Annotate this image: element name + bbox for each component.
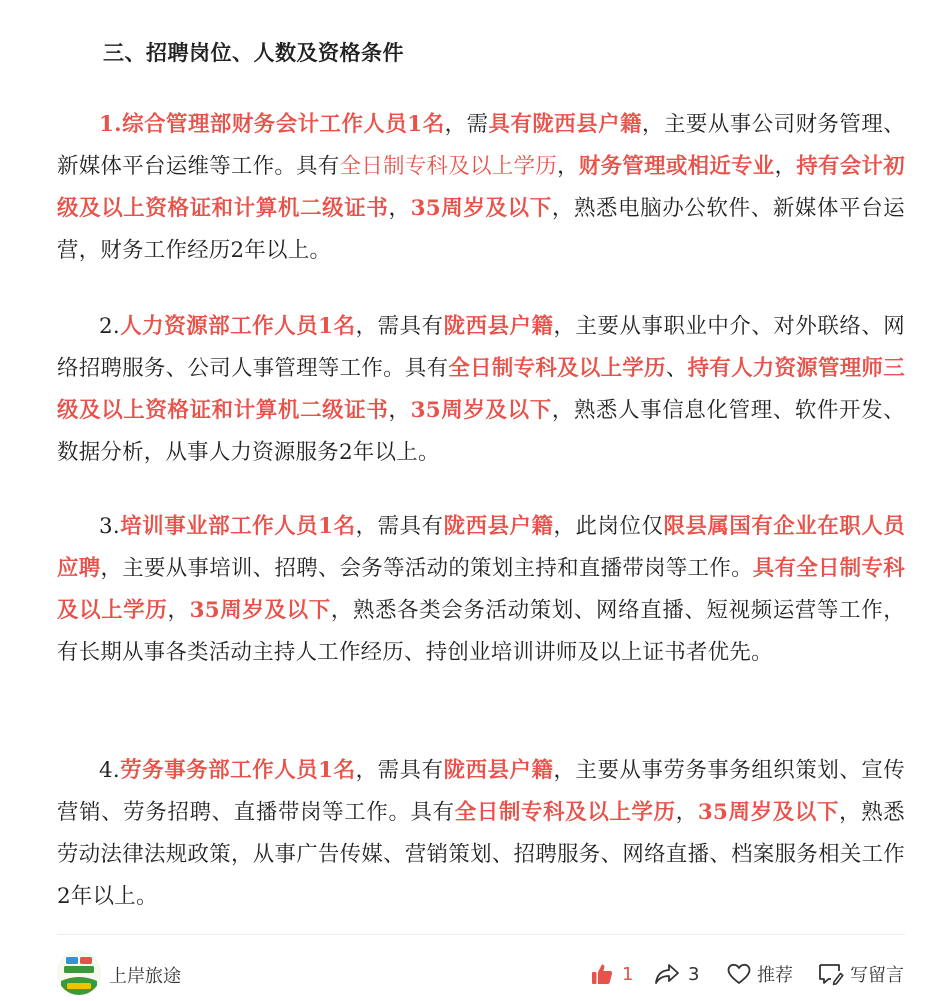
share-count: 3 — [688, 963, 700, 985]
body-text: ， — [167, 598, 190, 623]
body-text: 、 — [665, 356, 688, 381]
highlighted-text: 培训事业部工作人员1名 — [120, 514, 356, 539]
highlighted-text: 1.综合管理部财务会计工作人员1名 — [99, 112, 445, 137]
recommend-button[interactable] — [727, 959, 793, 989]
body-text: ，需具有 — [355, 314, 444, 339]
highlighted-text: 35周岁及以下 — [410, 398, 552, 423]
comment-button[interactable] — [818, 959, 904, 989]
body-text: 2. — [99, 314, 121, 339]
body-text: ，需具有 — [355, 758, 444, 783]
body-text: 3. — [99, 514, 121, 539]
highlighted-text: 35周岁及以下 — [697, 800, 840, 825]
highlighted-text: 持有人力资源管理师三级及以上资格证和计算机二级证书 — [57, 356, 905, 423]
highlighted-text: 全日制专科及以上学历 — [339, 154, 558, 179]
highlighted-text: 劳务事务部工作人员1名 — [120, 758, 356, 783]
body-text: ， — [774, 154, 797, 179]
highlighted-text: 35周岁及以下 — [189, 598, 331, 623]
highlighted-text: 限县属国有企业在职人员应聘 — [57, 514, 906, 581]
highlighted-text: 陇西县户籍 — [443, 514, 554, 539]
body-text: ，主要从事劳务事务组织策划、宣传营销、劳务招聘、直播带岗等工作。具有 — [57, 758, 905, 825]
body-text: ，主要从事培训、招聘、会务等活动的策划主持和直播带岗等工作。 — [100, 556, 753, 581]
account-logo-icon — [57, 951, 101, 995]
section-title: 三、招聘岗位、人数及资格条件 — [103, 40, 404, 65]
body-text: ， — [675, 800, 698, 825]
body-text: ，熟悉劳动法律法规政策，从事广告传媒、营销策划、招聘服务、网络直播、档案服务相关工作2年以上。 — [57, 800, 905, 909]
comment-label: 写留言 — [850, 965, 904, 986]
body-text: ， — [388, 196, 411, 221]
highlighted-text: 人力资源部工作人员1名 — [120, 314, 356, 339]
body-text: ，此岗位仅 — [553, 514, 664, 539]
comment-icon — [818, 962, 844, 986]
like-button[interactable] — [590, 959, 633, 989]
thumbs-up-icon — [590, 962, 614, 986]
highlighted-text: 陇西县户籍 — [443, 314, 554, 339]
article-footer — [0, 935, 935, 1001]
highlighted-text: 具有全日制专科及以上学历 — [57, 556, 905, 623]
body-text: ，需具有 — [355, 514, 444, 539]
body-text: ， — [557, 154, 579, 179]
heart-icon — [727, 963, 751, 985]
position-paragraph-3 — [57, 506, 905, 674]
body-text: ，主要从事职业中介、对外联络、网络招聘服务、公司人事管理等工作。具有 — [57, 314, 905, 381]
account-name[interactable]: 上岸旅途 — [109, 966, 181, 987]
body-text: ，熟悉人事信息化管理、软件开发、数据分析，从事人力资源服务2年以上。 — [57, 398, 905, 465]
recommend-label: 推荐 — [757, 965, 793, 986]
highlighted-text: 35周岁及以下 — [410, 196, 552, 221]
body-text: ，需 — [444, 112, 489, 137]
like-count: 1 — [622, 963, 634, 985]
body-text: ，熟悉各类会务活动策划、网络直播、短视频运营等工作，有长期从事各类活动主持人工作经历、持创业培训讲师及以上证书者优先。 — [57, 598, 905, 665]
body-text: ，熟悉电脑办公软件、新媒体平台运营，财务工作经历2年以上。 — [57, 196, 905, 263]
highlighted-text: 财务管理或相近专业 — [578, 154, 775, 179]
avatar[interactable] — [57, 951, 101, 995]
position-paragraph-4 — [57, 750, 905, 918]
body-text: 4. — [99, 758, 121, 783]
position-paragraph-2 — [57, 306, 905, 474]
body-text: ， — [388, 398, 411, 423]
highlighted-text: 持有会计初级及以上资格证和计算机二级证书 — [57, 154, 905, 221]
highlighted-text: 全日制专科及以上学历 — [448, 356, 666, 381]
highlighted-text: 具有陇西县户籍 — [488, 112, 643, 137]
share-button[interactable] — [654, 959, 699, 989]
body-text: ，主要从事公司财务管理、新媒体平台运维等工作。具有 — [57, 112, 905, 179]
highlighted-text: 全日制专科及以上学历 — [454, 800, 676, 825]
highlighted-text: 陇西县户籍 — [443, 758, 554, 783]
share-icon — [654, 962, 680, 986]
position-paragraph-1 — [57, 104, 905, 272]
